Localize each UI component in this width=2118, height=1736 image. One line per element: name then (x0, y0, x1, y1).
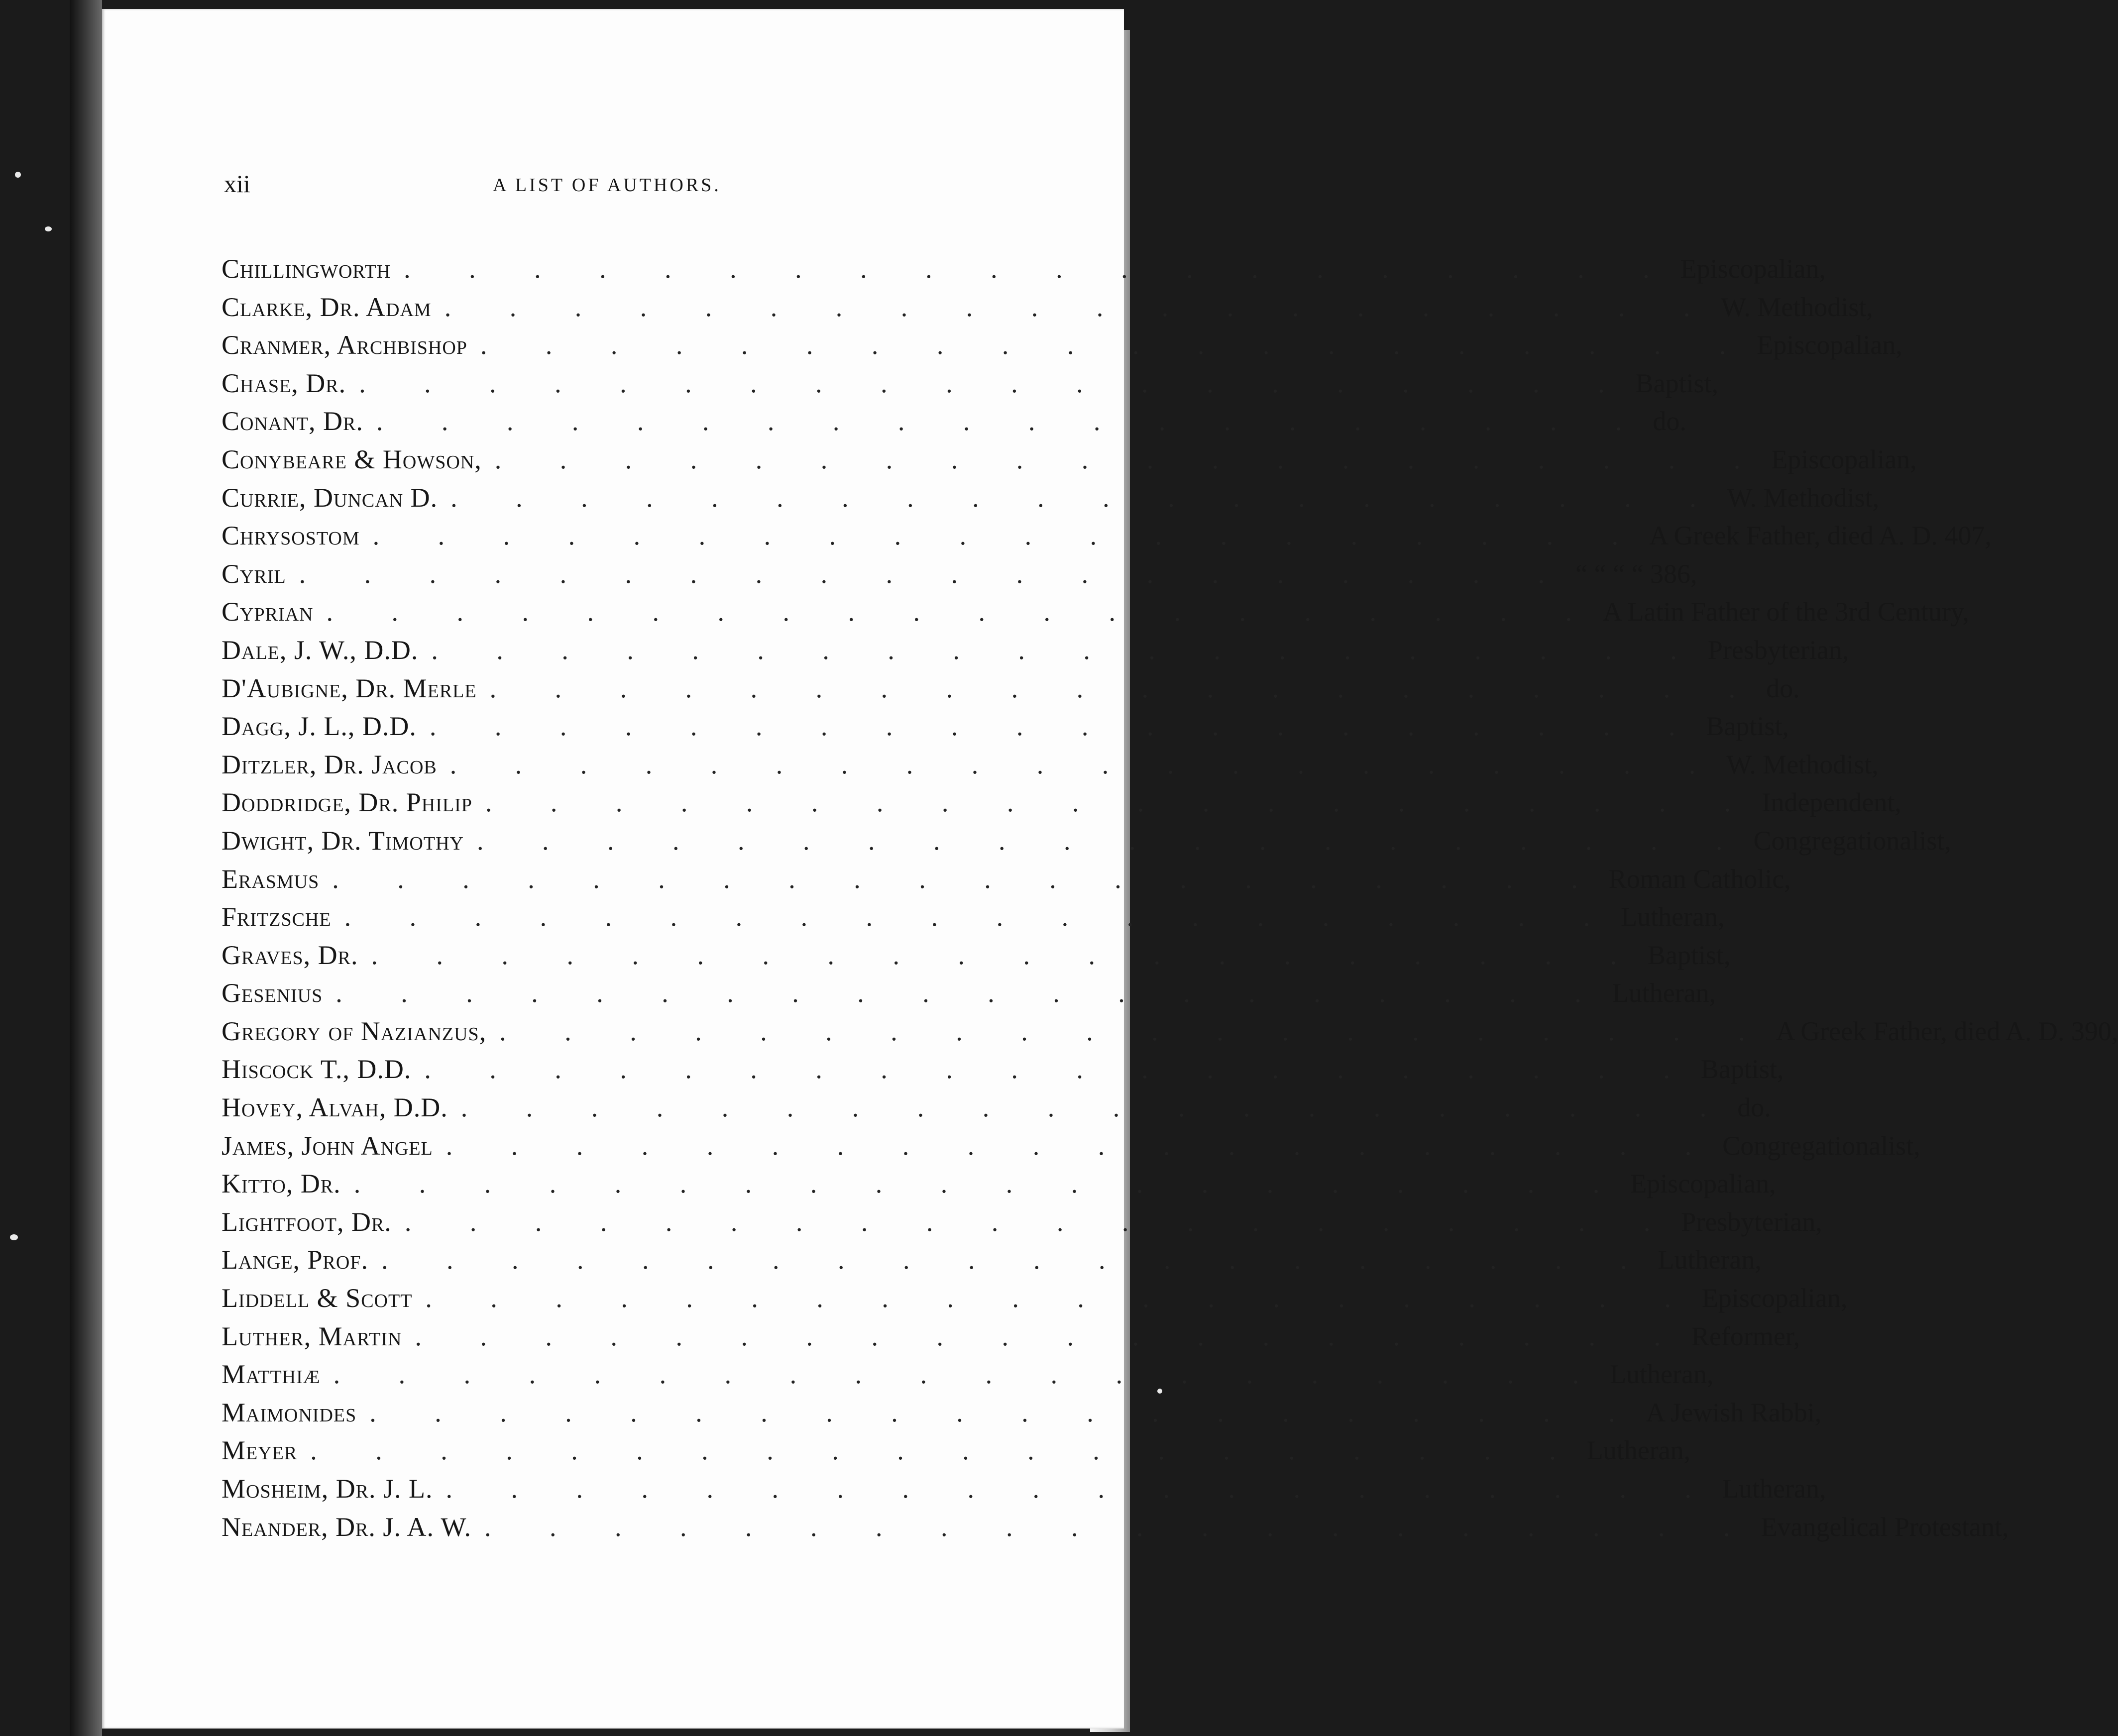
author-name: Currie, Duncan D. (222, 482, 438, 513)
dot-leader: . . . . . . . . . . . . . . . . . . . . (371, 940, 1643, 970)
author-name: Clarke, Dr. Adam (222, 292, 432, 322)
author-entry (222, 364, 1719, 403)
author-name: Graves, Dr. (222, 940, 358, 970)
author-name: Conant, Dr. (222, 406, 363, 436)
author-name: Conybeare & Howson, (222, 444, 482, 474)
margin-speck (15, 172, 21, 178)
author-entry (222, 974, 1716, 1012)
author-name: Hovey, Alvah, D.D. (222, 1092, 448, 1123)
denomination: Evangelical Protestant, (1761, 1512, 2009, 1542)
author-entry (222, 1279, 1848, 1317)
author-entry (222, 1431, 1691, 1470)
denomination: Episcopalian, (1680, 254, 1826, 284)
dot-leader: . . . . . . . . . . . . . . . . . . . . (499, 1016, 1771, 1046)
author-name: Liddell & Scott (222, 1283, 413, 1313)
author-entry (222, 1050, 1784, 1088)
denomination: Baptist, (1635, 368, 1719, 398)
dot-leader: . . . . . . . . . . . . . . . . . . . . (425, 1283, 1697, 1313)
dot-leader: . . . . . . . . . . . . . . . . . . . . (446, 1474, 1718, 1504)
author-name: Fritzsche (222, 902, 332, 932)
dot-leader: . . . . . . . . . . . . . . . . . . . . (333, 1359, 1605, 1390)
dot-leader: . . . . . . . . . . . . . . . . . . . . (344, 902, 1616, 932)
author-entry (222, 936, 1731, 975)
author-entry (222, 402, 1686, 440)
dot-leader: . . . . . . . . . . . . . . . . . . . . (484, 1512, 1756, 1542)
denomination: Episcopalian, (1757, 330, 1902, 360)
author-name: Mosheim, Dr. J. L. (222, 1474, 433, 1504)
denomination: Congregationalist, (1722, 1130, 1920, 1161)
author-name: Chase, Dr. (222, 368, 346, 398)
author-entry (222, 1088, 1771, 1127)
author-name: Dale, J. W., D.D. (222, 635, 419, 665)
author-entry (222, 707, 1789, 746)
margin-speck (45, 226, 52, 231)
author-entry (222, 593, 1969, 631)
denomination: Lutheran, (1621, 902, 1725, 932)
author-name: Luther, Martin (222, 1321, 402, 1351)
denomination: Congregationalist, (1753, 825, 1951, 856)
author-entry (222, 822, 1951, 860)
denomination: A Jewish Rabbi, (1646, 1397, 1822, 1427)
author-entry (222, 517, 1992, 555)
author-entry (222, 326, 1902, 364)
dot-leader: . . . . . . . . . . . . . . . . . . . . (460, 1092, 1733, 1123)
denomination: Lutheran, (1722, 1474, 1826, 1504)
author-entry (222, 1241, 1762, 1279)
dot-leader: . . . . . . . . . . . . . . . . . . . . (485, 787, 1757, 818)
author-entry (222, 479, 1880, 517)
dot-leader: . . . . . . . . . . . . . . . . . . . . (381, 1245, 1653, 1275)
dot-leader: . . . . . . . . . . . . . . . . . . . . (404, 1206, 1676, 1237)
author-name: Lightfoot, Dr. (222, 1206, 392, 1237)
author-name: Kitto, Dr. (222, 1169, 341, 1199)
denomination: W. Methodist, (1721, 292, 1873, 322)
author-name: Dagg, J. L., D.D. (222, 711, 417, 742)
denomination: Lutheran, (1658, 1245, 1762, 1275)
author-entry (222, 898, 1725, 936)
dot-leader: . . . . . . . . . . . . . . . . . . . . (444, 292, 1716, 322)
denomination: W. Methodist, (1726, 749, 1879, 779)
author-entry (222, 631, 1849, 669)
author-list (222, 250, 2118, 1546)
author-name: Neander, Dr. J. A. W. (222, 1512, 472, 1542)
author-entry (222, 1355, 1714, 1394)
author-entry (222, 250, 1826, 288)
dot-leader: . . . . . . . . . . . . . . . . . . . . (431, 635, 1703, 665)
author-entry (222, 1012, 2118, 1051)
page-number: xii (224, 170, 250, 198)
dot-leader: . . . . . . . . . . . . . . . . . . . . (404, 254, 1675, 284)
denomination: Lutheran, (1586, 1435, 1691, 1466)
author-entry (222, 1394, 1822, 1432)
denomination: A Latin Father of the 3rd Century, (1602, 597, 1969, 627)
dot-leader: . . . . . . . . . . . . . . . . . . . . (424, 1054, 1696, 1085)
author-name: Dwight, Dr. Timothy (222, 825, 464, 856)
running-title: A LIST OF AUTHORS. (493, 175, 721, 196)
margin-speck (10, 1234, 18, 1240)
dot-leader: . . . . . . . . . . . . . . . . . . . . (353, 1169, 1626, 1199)
author-name: Doddridge, Dr. Philip (222, 787, 472, 818)
author-name: Maimonides (222, 1397, 357, 1427)
dot-leader: . . . . . . . . . . . . . . . . . . . . (489, 673, 1762, 703)
denomination: do. (1737, 1092, 1771, 1123)
dot-leader: . . . . . . . . . . . . . . . . . . . . (326, 597, 1598, 627)
author-name: Ditzler, Dr. Jacob (222, 749, 437, 779)
author-entry (222, 1317, 1800, 1356)
denomination: “ “ “ “ 386, (1575, 558, 1697, 589)
denomination: do. (1653, 406, 1686, 436)
dot-leader: . . . . . . . . . . . . . . . . . . . . (494, 444, 1767, 474)
dot-leader: . . . . . . . . . . . . . . . . . . . . (359, 368, 1631, 398)
dot-leader: . . . . . . . . . . . . . . . . . . . . (299, 558, 1571, 589)
author-name: Lange, Prof. (222, 1245, 368, 1275)
denomination: Independent, (1762, 787, 1901, 818)
dot-leader: . . . . . . . . . . . . . . . . . . . . (480, 330, 1752, 360)
author-entry (222, 1165, 1776, 1203)
dot-leader: . . . . . . . . . . . . . . . . . . . . (310, 1435, 1582, 1466)
author-name: Meyer (222, 1435, 298, 1466)
denomination: Lutheran, (1610, 1359, 1714, 1390)
denomination: Presbyterian, (1681, 1206, 1822, 1237)
denomination: Presbyterian, (1707, 635, 1849, 665)
author-name: Hiscock T., D.D. (222, 1054, 412, 1085)
dot-leader: . . . . . . . . . . . . . . . . . . . . (446, 1130, 1718, 1161)
author-name: Erasmus (222, 864, 320, 894)
denomination: Baptist, (1700, 1054, 1784, 1085)
denomination: Reformer, (1691, 1321, 1800, 1351)
dot-leader: . . . . . . . . . . . . . . . . . . . . (429, 711, 1701, 742)
author-entry (222, 746, 1879, 784)
author-entry (222, 860, 1791, 898)
dot-leader: . . . . . . . . . . . . . . . . . . . . (450, 482, 1722, 513)
denomination: do. (1766, 673, 1800, 703)
author-entry (222, 1203, 1822, 1241)
author-entry (222, 1127, 1920, 1165)
author-entry (222, 1470, 1826, 1508)
dot-leader: . . . . . . . . . . . . . . . . . . . . (369, 1397, 1641, 1427)
denomination: Episcopalian, (1701, 1283, 1848, 1313)
dot-leader: . . . . . . . . . . . . . . . . . . . . (476, 825, 1749, 856)
author-name: Gregory of Nazianzus, (222, 1016, 487, 1046)
denomination: A Greek Father, died A. D. 407, (1649, 521, 1992, 551)
author-name: Gesenius (222, 978, 323, 1008)
denomination: Baptist, (1648, 940, 1731, 970)
author-name: D'Aubigne, Dr. Merle (222, 673, 477, 703)
denomination: Episcopalian, (1630, 1169, 1776, 1199)
author-name: James, John Angel (222, 1130, 433, 1161)
denomination: A Greek Father, died A. D. 390, (1776, 1016, 2118, 1046)
author-name: Chrysostom (222, 521, 360, 551)
author-entry (222, 555, 1697, 593)
book-binding (70, 0, 102, 1736)
author-name: Cyprian (222, 597, 314, 627)
dot-leader: . . . . . . . . . . . . . . . . . . . . (376, 406, 1648, 436)
author-entry (222, 669, 1800, 708)
author-entry (222, 783, 1901, 822)
page-header (222, 169, 1018, 214)
dot-leader: . . . . . . . . . . . . . . . . . . . . (332, 864, 1604, 894)
author-name: Cranmer, Archbishop (222, 330, 467, 360)
author-name: Matthiæ (222, 1359, 321, 1390)
author-entry (222, 440, 1917, 479)
author-entry (222, 288, 1873, 326)
denomination: Episcopalian, (1771, 444, 1917, 474)
dot-leader: . . . . . . . . . . . . . . . . . . . . (372, 521, 1645, 551)
dot-leader: . . . . . . . . . . . . . . . . . . . . (335, 978, 1607, 1008)
author-name: Cyril (222, 558, 286, 589)
author-name: Chillingworth (222, 254, 391, 284)
denomination: W. Methodist, (1727, 482, 1880, 513)
dot-leader: . . . . . . . . . . . . . . . . . . . . (415, 1321, 1686, 1351)
author-entry (222, 1508, 2009, 1546)
denomination: Baptist, (1706, 711, 1789, 742)
denomination: Lutheran, (1612, 978, 1716, 1008)
dot-leader: . . . . . . . . . . . . . . . . . . . . (449, 749, 1722, 779)
denomination: Roman Catholic, (1608, 864, 1791, 894)
page-content (222, 169, 2118, 1546)
